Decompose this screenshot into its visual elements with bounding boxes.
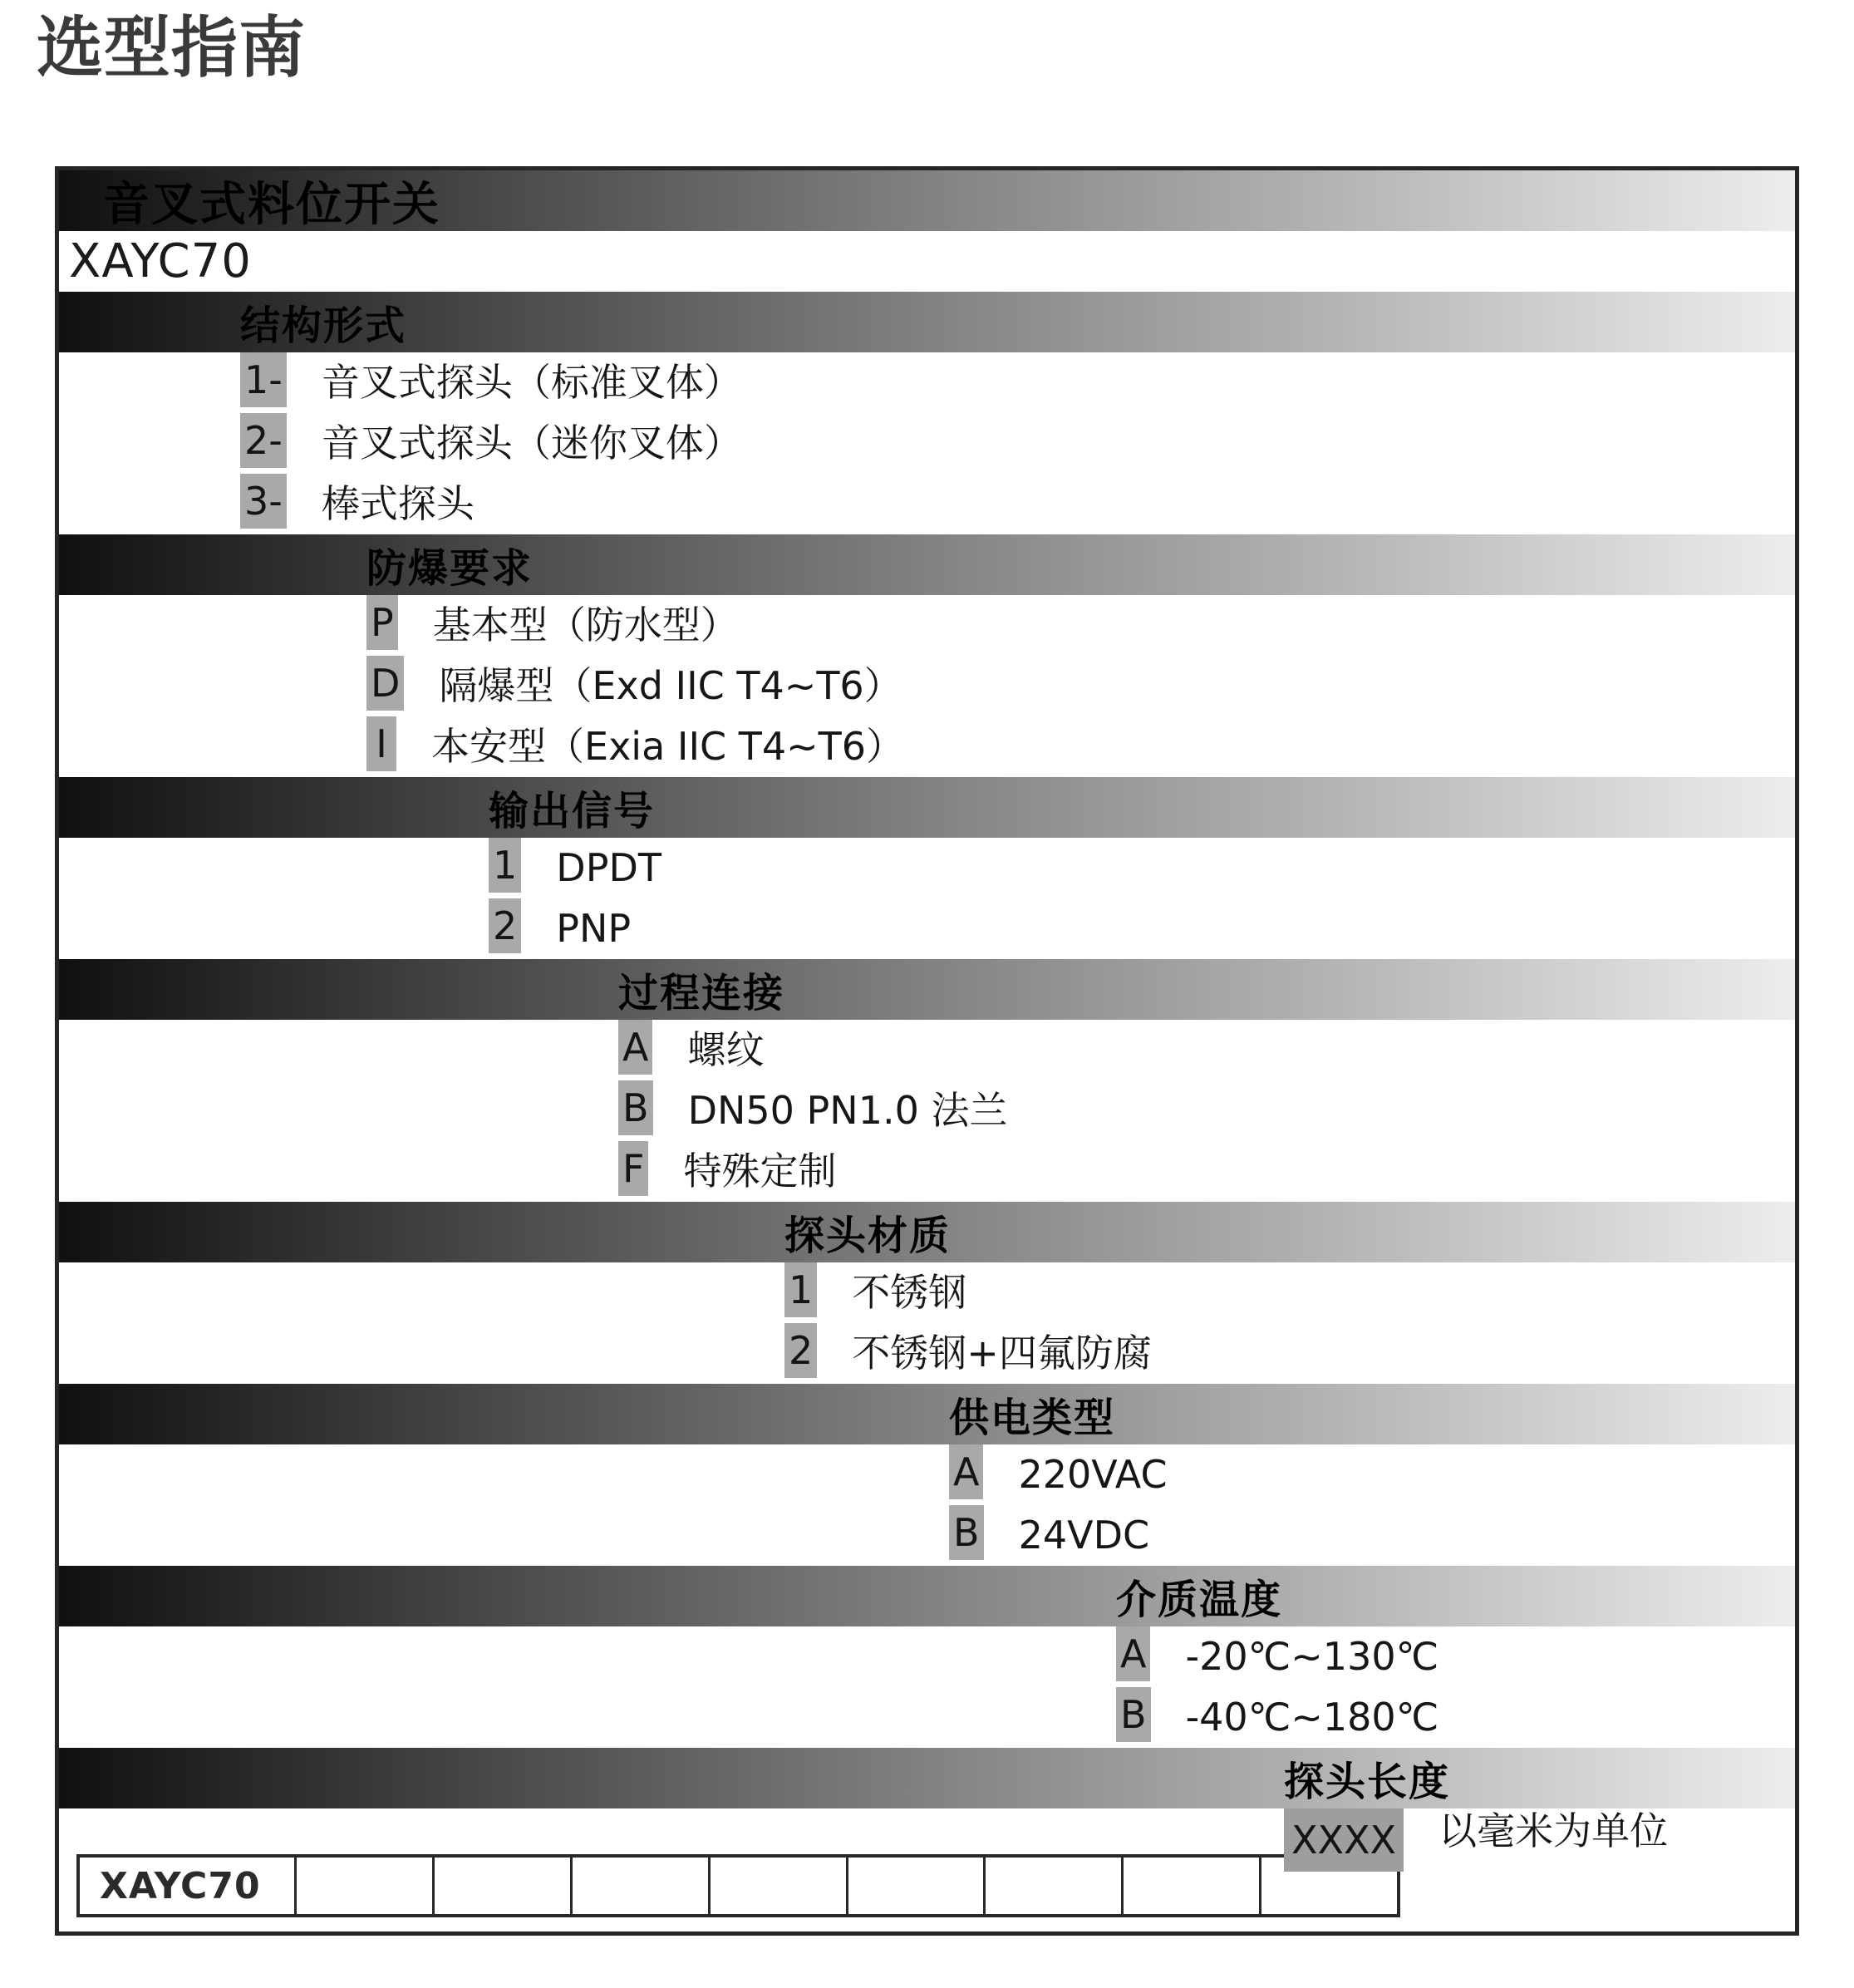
option-code-chip: D [366, 656, 404, 711]
option-row [59, 1080, 1795, 1141]
option-text: -40℃~180℃ [1185, 1695, 1439, 1740]
section-label: 结构形式 [240, 303, 407, 349]
selection-guide-box [55, 166, 1799, 1936]
option-text: 棒式探头 [321, 481, 475, 526]
section-bar-medium-temperature [59, 1566, 1795, 1626]
option-text: 220VAC [1018, 1452, 1168, 1497]
order-table-empty-cell [708, 1858, 846, 1914]
option-text: 音叉式探头（标准叉体） [321, 360, 742, 405]
option-text: 不锈钢+四氟防腐 [852, 1331, 1152, 1375]
option-row [59, 1626, 1795, 1687]
option-text: 不锈钢 [852, 1270, 967, 1315]
option-row [59, 474, 1795, 534]
section-label: 过程连接 [618, 970, 785, 1016]
option-text: -20℃~130℃ [1185, 1634, 1439, 1679]
option-row [59, 413, 1795, 474]
option-row [59, 898, 1795, 959]
option-code-chip: A [618, 1020, 652, 1075]
option-code-chip: A [949, 1444, 983, 1499]
series-label: 音叉式料位开关 [103, 177, 440, 232]
option-text: 隔爆型（Exd IIC T4~T6） [439, 663, 902, 708]
option-row [59, 838, 1795, 898]
option-text: 以毫米为单位 [1438, 1808, 1669, 1853]
option-text: 音叉式探头（迷你叉体） [321, 421, 742, 465]
option-text: DN50 PN1.0 法兰 [687, 1088, 1008, 1133]
option-text: 24VDC [1018, 1513, 1150, 1557]
option-text: DPDT [556, 845, 661, 890]
section-bar-output-signal [59, 777, 1795, 838]
option-row [59, 1141, 1795, 1202]
order-table [76, 1854, 1400, 1917]
option-row [59, 1444, 1795, 1505]
option-code-chip: A [1116, 1626, 1150, 1681]
section-bar-process-connection [59, 959, 1795, 1020]
option-row [59, 656, 1795, 716]
option-row [59, 1323, 1795, 1384]
option-text: 特殊定制 [683, 1149, 837, 1193]
series-header-bar [59, 170, 1795, 231]
option-code-chip: F [618, 1141, 648, 1196]
option-text: 本安型（Exia IIC T4~T6） [431, 724, 905, 769]
option-code-chip: 2- [240, 413, 287, 468]
option-code-chip: 1- [240, 352, 287, 407]
option-row [59, 1262, 1795, 1323]
section-label: 介质温度 [1116, 1577, 1283, 1623]
order-table-empty-cell [983, 1858, 1121, 1914]
option-code-chip: XXXX [1284, 1808, 1404, 1872]
option-row [59, 1020, 1795, 1080]
option-text: 基本型（防水型） [432, 603, 739, 647]
model-code-row [59, 231, 1795, 292]
order-table-model-cell: XAYC70 [100, 1864, 261, 1907]
option-code-chip: B [1116, 1687, 1151, 1742]
order-table-empty-cell [294, 1858, 432, 1914]
option-row [59, 352, 1795, 413]
option-row [59, 595, 1795, 656]
option-code-chip: 1 [489, 838, 521, 893]
option-row [59, 716, 1795, 777]
option-code-chip: 2 [489, 898, 521, 953]
order-table-empty-cell [846, 1858, 984, 1914]
page-title: 选型指南 [37, 9, 306, 86]
section-bar-power-supply [59, 1384, 1795, 1444]
option-code-chip: P [366, 595, 398, 650]
order-table-empty-cell [1121, 1858, 1259, 1914]
section-label: 输出信号 [489, 788, 656, 834]
order-table-empty-cell [570, 1858, 708, 1914]
section-bar-structure-type [59, 292, 1795, 352]
option-row [59, 1808, 1795, 1863]
option-code-chip: B [618, 1080, 653, 1135]
model-code: XAYC70 [69, 234, 252, 288]
option-text: PNP [556, 906, 632, 951]
section-label: 供电类型 [949, 1395, 1116, 1441]
section-bar-explosion-proof [59, 534, 1795, 595]
section-bar-probe-length [59, 1748, 1795, 1808]
option-code-chip: B [949, 1505, 984, 1560]
section-label: 探头长度 [1284, 1759, 1451, 1805]
section-label: 探头材质 [784, 1213, 952, 1259]
option-code-chip: I [366, 716, 396, 771]
order-table-empty-cell [432, 1858, 570, 1914]
section-bar-probe-material [59, 1202, 1795, 1262]
option-text: 螺纹 [687, 1027, 765, 1072]
option-code-chip: 3- [240, 474, 287, 529]
order-table-empty-cell [1259, 1858, 1397, 1914]
option-row [59, 1505, 1795, 1566]
option-row [59, 1687, 1795, 1748]
option-code-chip: 2 [784, 1323, 817, 1378]
option-code-chip: 1 [784, 1262, 817, 1317]
section-label: 防爆要求 [366, 545, 534, 592]
